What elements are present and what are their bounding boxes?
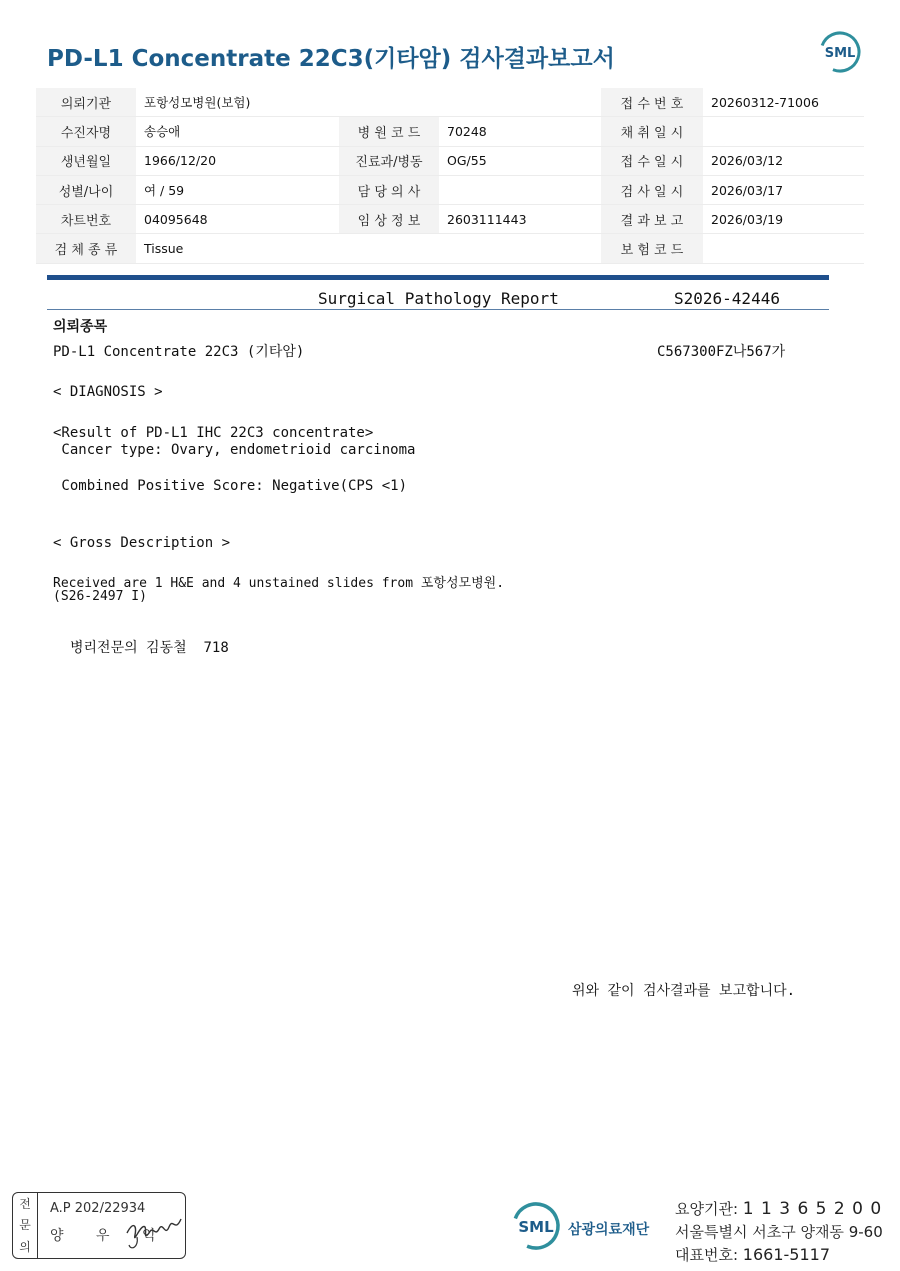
report-title: PD-L1 Concentrate 22C3(기타암) 검사결과보고서 xyxy=(47,46,615,72)
info-value: 2026/03/19 xyxy=(703,205,864,234)
phone-value: 1661-5117 xyxy=(742,1245,831,1264)
institution-code-value: 1 1 3 6 5 2 0 0 xyxy=(742,1199,883,1219)
info-row xyxy=(36,205,864,234)
phone-label: 대표번호: xyxy=(675,1246,739,1264)
info-label: 성별/나이 xyxy=(36,175,136,204)
info-row xyxy=(36,175,864,204)
pathologist: 병리전문의 김동철 718 xyxy=(70,640,229,656)
info-value: 20260312-71006 xyxy=(703,88,864,117)
organization-name: 삼광의료재단 xyxy=(568,1222,650,1238)
info-label xyxy=(339,88,439,117)
gross-heading: < Gross Description > xyxy=(53,535,231,551)
report-title-underline xyxy=(47,309,829,310)
cps-result: Combined Positive Score: Negative(CPS <1) xyxy=(53,478,408,494)
stamp-ap-number: A.P 202/22934 xyxy=(50,1201,146,1216)
info-value: 2603111443 xyxy=(439,205,601,234)
signature-icon xyxy=(123,1203,185,1253)
info-value xyxy=(439,88,601,117)
info-row xyxy=(36,146,864,175)
info-label: 생년월일 xyxy=(36,146,136,175)
info-value: 2026/03/17 xyxy=(703,175,864,204)
patient-info-table xyxy=(36,88,864,264)
info-label: 병 원 코 드 xyxy=(339,117,439,146)
sml-footer-logo-icon xyxy=(510,1200,562,1252)
info-label: 보 험 코 드 xyxy=(601,234,703,263)
sml-footer-logo-text: SML xyxy=(518,1218,554,1236)
report-type: Surgical Pathology Report xyxy=(318,289,559,308)
header-divider xyxy=(47,275,829,280)
info-value: 2026/03/12 xyxy=(703,146,864,175)
info-value xyxy=(439,234,601,263)
info-value xyxy=(439,175,601,204)
request-item: PD-L1 Concentrate 22C3 (기타암) xyxy=(53,344,305,360)
info-label: 검 체 종 류 xyxy=(36,234,136,263)
closing-statement: 위와 같이 검사결과를 보고합니다. xyxy=(572,983,796,999)
info-row xyxy=(36,117,864,146)
sml-logo-text: SML xyxy=(824,46,856,61)
info-label: 담 당 의 사 xyxy=(339,175,439,204)
report-number: S2026-42446 xyxy=(674,289,780,308)
cancer-type: Cancer type: Ovary, endometrioid carcinoma xyxy=(53,442,416,458)
stamp-label xyxy=(13,1193,38,1258)
info-value xyxy=(703,234,864,263)
info-label: 채 취 일 시 xyxy=(601,117,703,146)
info-label: 접 수 번 호 xyxy=(601,88,703,117)
address: 서울특별시 서초구 양재동 9-60 xyxy=(675,1223,883,1241)
info-label: 임 상 정 보 xyxy=(339,205,439,234)
info-value: 포항성모병원(보험) xyxy=(136,88,339,117)
stamp-char: 전 xyxy=(19,1196,31,1211)
info-label: 차트번호 xyxy=(36,205,136,234)
info-label: 결 과 보 고 xyxy=(601,205,703,234)
info-label: 접 수 일 시 xyxy=(601,146,703,175)
info-value: 04095648 xyxy=(136,205,339,234)
info-label: 수진자명 xyxy=(36,117,136,146)
gross-line-2: (S26-2497 I) xyxy=(53,589,147,604)
info-value: Tissue xyxy=(136,234,339,263)
pathologist-stamp xyxy=(12,1192,186,1259)
stamp-char: 의 xyxy=(19,1240,31,1255)
info-value: 1966/12/20 xyxy=(136,146,339,175)
info-value: 70248 xyxy=(439,117,601,146)
info-row xyxy=(36,234,864,263)
result-heading: <Result of PD-L1 IHC 22C3 concentrate> xyxy=(53,425,374,441)
info-value: OG/55 xyxy=(439,146,601,175)
request-code: C567300FZ나567가 xyxy=(657,344,786,360)
stamp-name: 양 우 익 xyxy=(50,1228,170,1244)
info-label: 검 사 일 시 xyxy=(601,175,703,204)
phone xyxy=(675,1244,830,1265)
info-value xyxy=(703,117,864,146)
request-heading: 의뢰종목 xyxy=(53,319,108,335)
info-label: 진료과/병동 xyxy=(339,146,439,175)
info-label: 의뢰기관 xyxy=(36,88,136,117)
institution-code-label: 요양기관: xyxy=(675,1200,739,1218)
institution-code xyxy=(675,1198,882,1219)
info-label xyxy=(339,234,439,263)
sml-logo-icon xyxy=(818,30,862,74)
info-row xyxy=(36,88,864,117)
stamp-char: 문 xyxy=(19,1218,31,1233)
info-value: 송승애 xyxy=(136,117,339,146)
info-value: 여 / 59 xyxy=(136,175,339,204)
diagnosis-heading: < DIAGNOSIS > xyxy=(53,384,163,400)
gross-line-1: Received are 1 H&E and 4 unstained slides from 포항성모병원. xyxy=(53,576,505,591)
